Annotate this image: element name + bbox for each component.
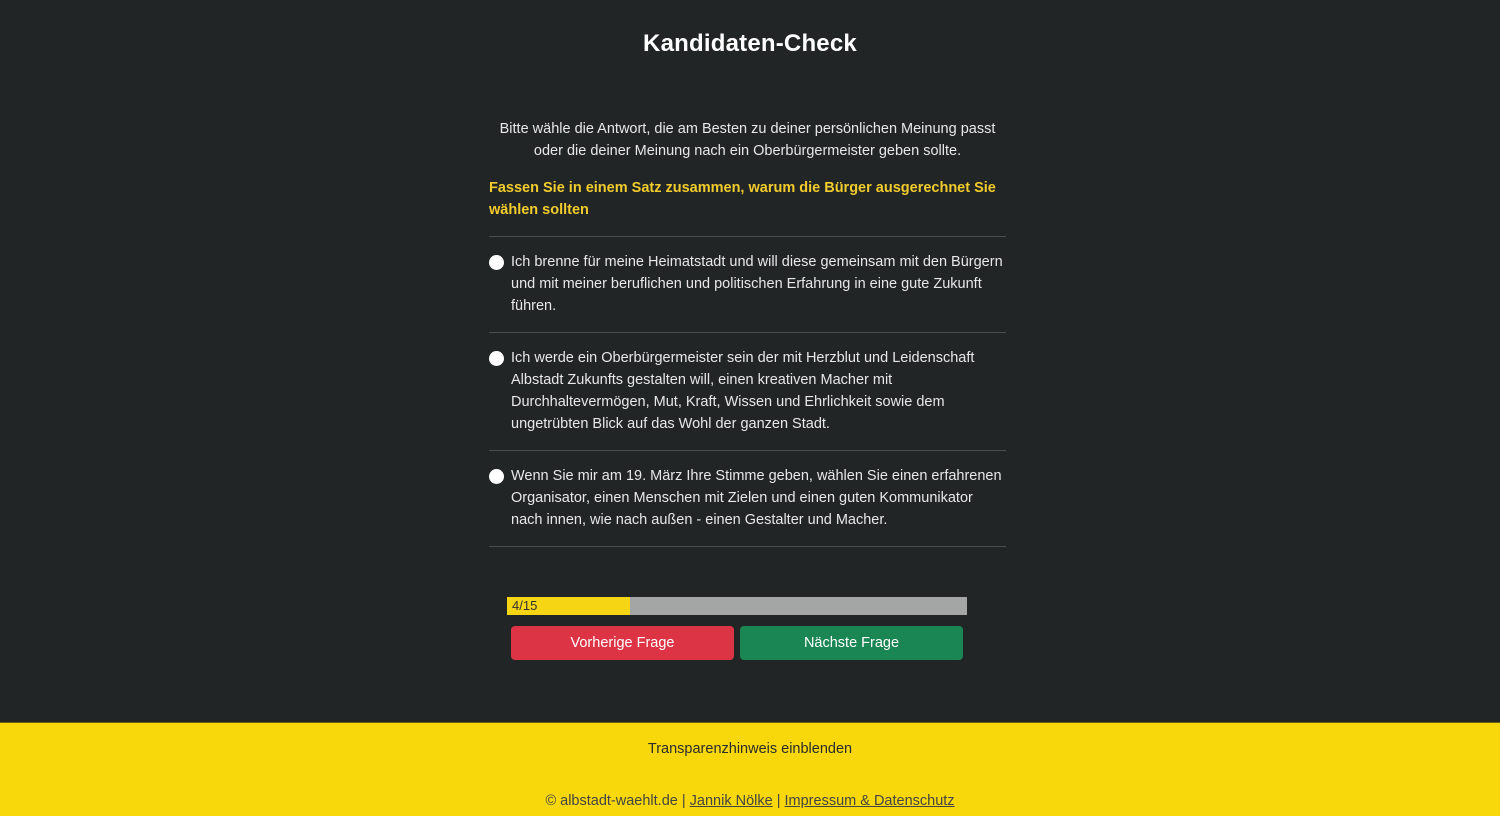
answer-option-1[interactable] [489,237,1006,333]
copyright-line [0,793,1500,809]
footer [0,722,1500,816]
quiz-content [489,118,1006,547]
copyright-text: © albstadt-waehlt.de | [545,793,690,809]
separator: | [772,793,785,809]
transparency-notice-toggle[interactable]: Transparenzhinweis einblenden [647,741,853,757]
answer-option-2[interactable] [489,333,1006,451]
answer-text: Ich brenne für meine Heimatstadt und will diese gemeinsam mit den Bürgern und mit meiner beruflichen und politischen Erfahrung in eine gute Zukunft führen. [511,254,1003,314]
progress-label: 4/15 [512,598,538,613]
author-link[interactable]: Jannik Nölke [689,793,773,809]
answer-option-3[interactable] [489,451,1006,547]
previous-question-button[interactable]: Vorherige Frage [511,626,734,660]
radio-button-icon[interactable] [489,255,504,270]
imprint-privacy-link[interactable]: Impressum & Datenschutz [784,793,955,809]
intro-text: Bitte wähle die Antwort, die am Besten zu deiner persönlichen Meinung passt oder die deiner Meinung nach ein Oberbürgermeister geben sollte. [499,121,996,159]
next-question-button[interactable]: Nächste Frage [740,626,963,660]
progress-bar [507,597,967,615]
answer-text: Wenn Sie mir am 19. März Ihre Stimme geben, wählen Sie einen erfahrenen Organisator, einen Menschen mit Zielen und einen guten Kommunikator nach innen, wie nach außen - einen Gestalter und Macher. [511,468,1002,528]
question-text: Fassen Sie in einem Satz zusammen, warum die Bürger ausgerechnet Sie wählen sollten [489,177,1006,237]
page-title: Kandidaten-Check [643,30,857,57]
radio-button-icon[interactable] [489,351,504,366]
radio-button-icon[interactable] [489,469,504,484]
answer-text: Ich werde ein Oberbürgermeister sein der mit Herzblut und Leidenschaft Albstadt Zukunfts gestalten will, einen kreativen Macher mit Durchhaltevermögen, Mut, Kraft, Wissen und Ehrlichkeit sowie dem ungetrübten Blick auf das Wohl der ganzen Stadt. [511,350,975,432]
